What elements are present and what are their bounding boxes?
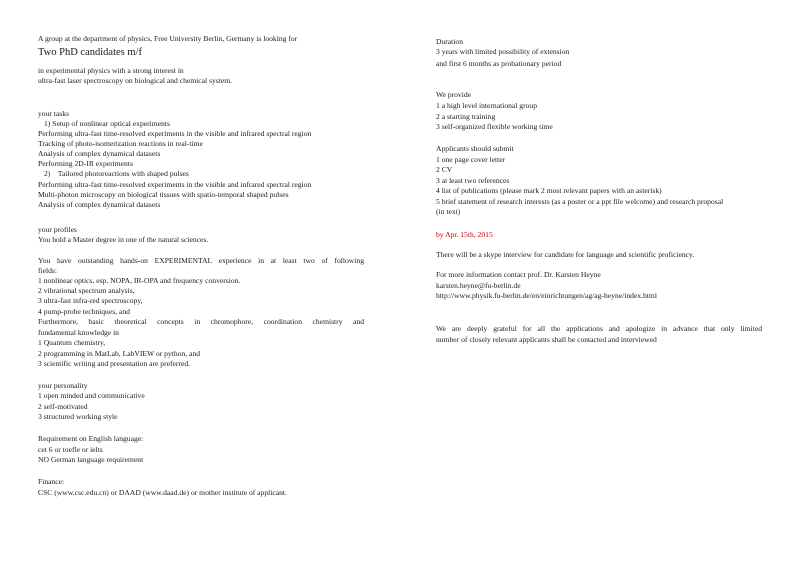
task-item: 2) Tailored photoreactions with shaped pulses	[44, 169, 189, 178]
task-item: 1) Setup of nonlinear optical experiments	[44, 119, 170, 128]
submit-item: 3 at least two references	[436, 176, 510, 185]
personality-item: 3 structured working style	[38, 412, 118, 421]
further-line-2: fundamental knowledge in	[38, 328, 119, 337]
experience-line-2: fields:	[38, 266, 57, 275]
duration-item: and first 6 months as probationary period	[436, 59, 562, 68]
deadline: by Apr. 15th, 2015	[436, 230, 493, 239]
personality-item: 1 open minded and communicative	[38, 391, 145, 400]
experience-line-1: You have outstanding hands-on EXPERIMENTAL experience in at least two of following	[38, 256, 364, 265]
provide-item: 1 a high level international group	[436, 101, 538, 110]
group-url-link[interactable]: http://www.physik.fu-berlin.de/en/einrichtungen/ag/ag-heyne/index.html	[436, 291, 657, 300]
provide-item: 2 a starting training	[436, 112, 496, 121]
further-line-1: Furthermore, basic theoretical concepts in chromophore, coordination chemistry and	[38, 317, 364, 326]
task-item: Performing 2D-IR experiments	[38, 159, 133, 168]
experience-item: 2 vibrational spectrum analysis,	[38, 286, 135, 295]
skype-line: There will be a skype interview for candidate for language and scientific proficiency.	[436, 250, 695, 259]
task-item: Performing ultra-fast time-resolved experiments in the visible and infrared spectral region	[38, 129, 312, 138]
further-item: 1 Quantum chemistry,	[38, 338, 106, 347]
submit-item: 1 one page cover letter	[436, 155, 506, 164]
subtitle-line-1: in experimental physics with a strong interest in	[38, 66, 184, 75]
experience-item: 3 ultra-fast infra-red spectroscopy,	[38, 296, 143, 305]
provide-heading: We provide	[436, 90, 472, 99]
further-item: 3 scientific writing and presentation are preferred.	[38, 359, 191, 368]
submit-item: 4 list of publications (please mark 2 most relevant papers with an asterisk)	[436, 186, 662, 195]
experience-item: 4 pump-probe techniques, and	[38, 307, 130, 316]
thanks-line-1: We are deeply grateful for all the applications and apologize in advance that only limited	[436, 324, 762, 333]
task-item: Multi-photon microscopy on biological tissues with spatio-temporal shaped pulses	[38, 190, 289, 199]
profiles-heading: your profiles	[38, 225, 78, 234]
subtitle-line-2: ultra-fast laser spectroscopy on biological and chemical system.	[38, 76, 233, 85]
english-item: NO German language requirement	[38, 455, 144, 464]
finance-line: CSC (www.csc.edu.cn) or DAAD (www.daad.de) or mother institute of applicant.	[38, 488, 287, 497]
experience-item: 1 nonlinear optics, esp. NOPA, IR-OPA and frequency conversion.	[38, 276, 241, 285]
finance-heading: Finance:	[38, 477, 65, 486]
submit-item: 5 brief statement of research interests (as a poster or a ppt file welcome) and research proposal	[436, 197, 724, 206]
task-item: Tracking of photo-isomerization reactions in real-time	[38, 139, 203, 148]
english-item: cet 6 or toefle or ielts	[38, 445, 103, 454]
personality-heading: your personality	[38, 381, 88, 390]
task-item: Performing ultra-fast time-resolved experiments in the visible and infrared spectral region	[38, 180, 312, 189]
provide-item: 3 self-organized flexible working time	[436, 122, 553, 131]
submit-heading: Applicants should submit	[436, 144, 514, 153]
profiles-line: You hold a Master degree in one of the natural sciences.	[38, 235, 209, 244]
submit-item: (in text)	[436, 207, 461, 216]
task-item: Analysis of complex dynamical datasets	[38, 200, 161, 209]
job-title: Two PhD candidates m/f	[38, 47, 142, 58]
duration-heading: Duration	[436, 37, 463, 46]
contact-email-link[interactable]: karsten.heyne@fu-berlin.de	[436, 281, 521, 290]
submit-item: 2 CV	[436, 165, 453, 174]
english-heading: Requirement on English language:	[38, 434, 144, 443]
task-item: Analysis of complex dynamical datasets	[38, 149, 161, 158]
contact-line: For more information contact prof. Dr. Karsten Heyne	[436, 270, 601, 279]
intro-line: A group at the department of physics, Free University Berlin, Germany is looking for	[38, 34, 298, 43]
thanks-line-2: number of closely relevant applicants shall be contacted and interviewed	[436, 335, 657, 344]
further-item: 2 programming in MatLab, LabVIEW or python, and	[38, 349, 201, 358]
duration-item: 3 years with limited possibility of extension	[436, 47, 570, 56]
tasks-heading: your tasks	[38, 109, 70, 118]
personality-item: 2 self-motivated	[38, 402, 88, 411]
